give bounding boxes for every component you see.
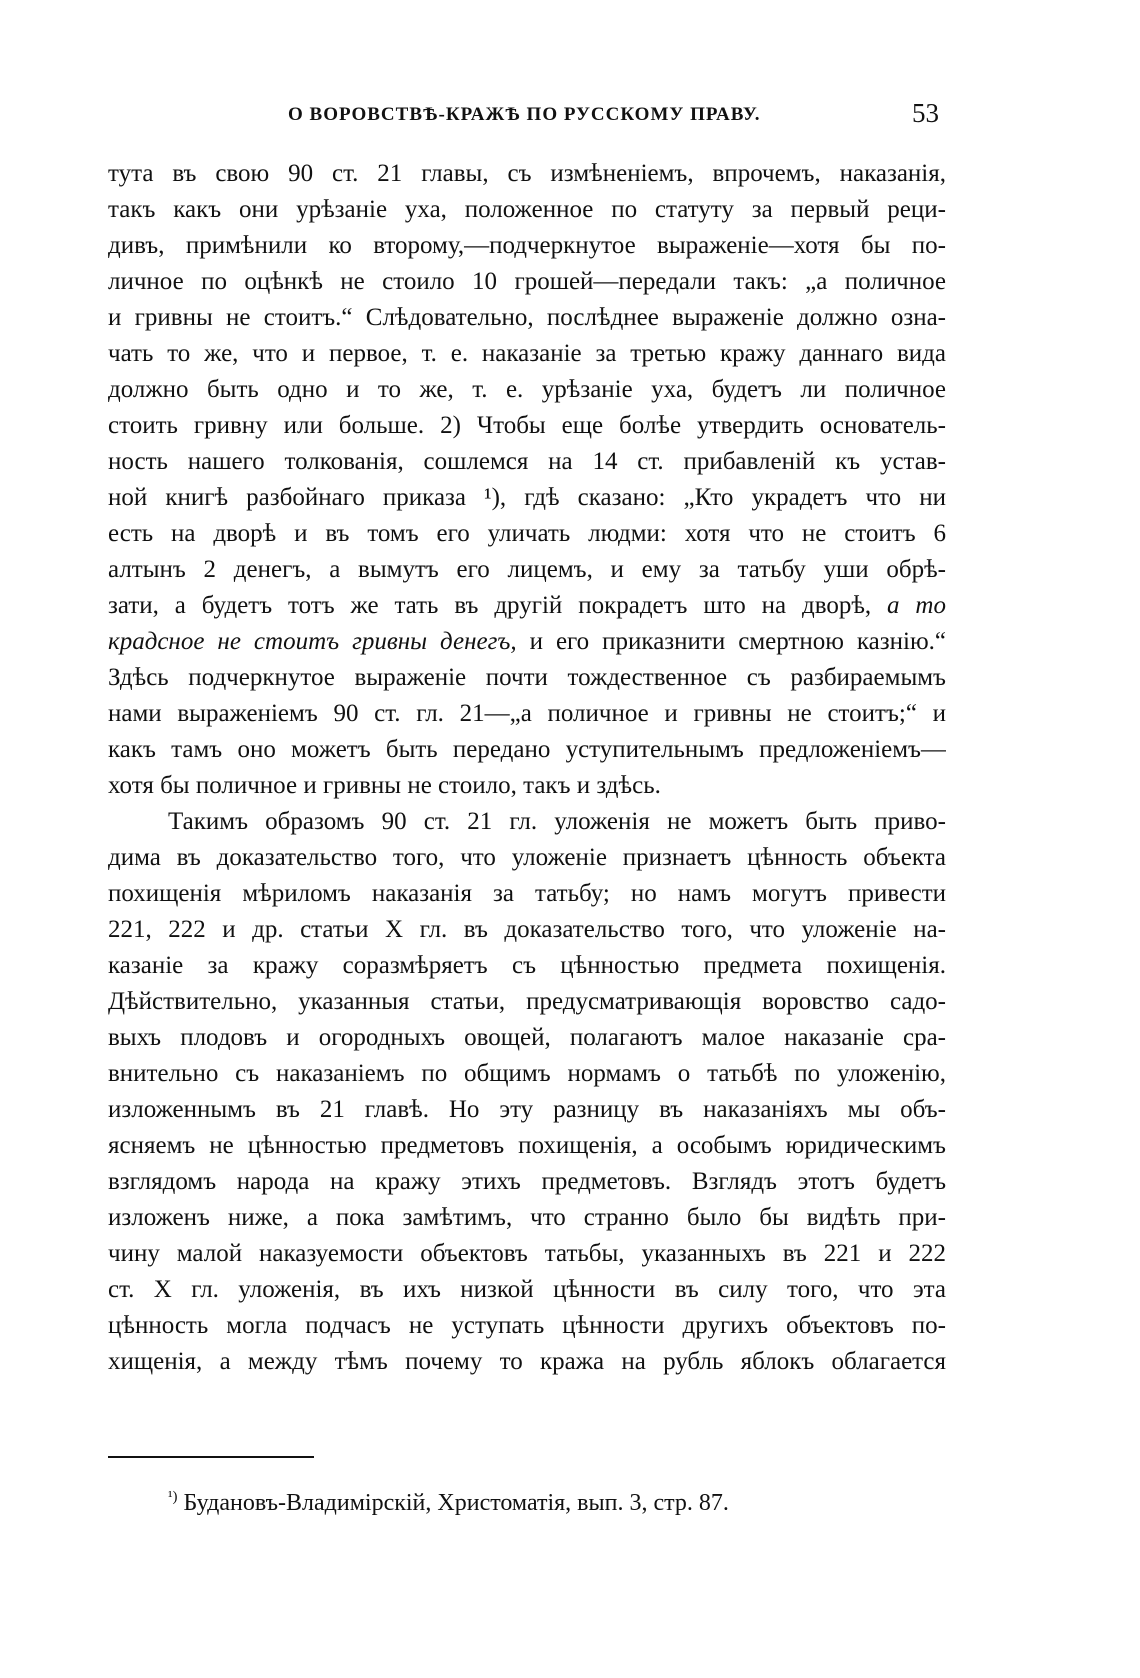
text-line: и гривны не стоитъ.“ Слѣдовательно, послѣднее выраженіе должно озна- — [108, 304, 946, 331]
text-line: хищенія, а между тѣмъ почему то кража на рубль яблокъ облагается — [108, 1348, 946, 1375]
text-line: такъ какъ они урѣзаніе уха, положенное по статуту за первый реци- — [108, 196, 946, 223]
body-text — [108, 156, 946, 1380]
text-segment: и его приказнити смертною казнію.“ — [516, 628, 946, 655]
text-line: хотя бы поличное и гривны не стоило, такъ и здѣсь. — [108, 772, 661, 799]
text-line: Такимъ образомъ 90 ст. 21 гл. уложенія не можетъ быть приво- — [168, 808, 946, 835]
text-line-mixed — [108, 624, 946, 660]
footnote-marker: ¹) — [168, 1489, 178, 1505]
text-line: какъ тамъ оно можетъ быть передано уступительнымъ предложеніемъ— — [108, 736, 946, 763]
text-line: есть на дворѣ и въ томъ его уличать людми: хотя что не стоитъ 6 — [108, 520, 946, 547]
text-line: ясняемъ не цѣнностью предметовъ похищенія, а особымъ юридическимъ — [108, 1132, 946, 1159]
text-line: внительно съ наказаніемъ по общимъ нормамъ о татьбѣ по уложенію, — [108, 1060, 946, 1087]
text-line: дима въ доказательство того, что уложеніе признаетъ цѣнность объекта — [108, 844, 946, 871]
italic-text: крадсное не стоитъ гривны денегъ, — [108, 628, 517, 655]
text-line: взглядомъ народа на кражу этихъ предметовъ. Взглядъ этотъ будетъ — [108, 1168, 946, 1195]
text-line: 221, 222 и др. статьи X гл. въ доказательство того, что уложеніе на- — [108, 916, 946, 943]
italic-text: а то — [887, 592, 946, 619]
text-line: чать то же, что и первое, т. е. наказаніе за третью кражу даннаго вида — [108, 340, 946, 367]
text-line: цѣнность могла подчасъ не уступать цѣнности другихъ объектовъ по- — [108, 1312, 946, 1339]
text-line: ной книгѣ разбойнаго приказа ¹), гдѣ сказано: „Кто украдетъ что ни — [108, 484, 946, 511]
text-line: Дѣйствительно, указанныя статьи, предусматривающія воровство садо- — [108, 988, 946, 1015]
footnote-text: Будановъ-Владимірскій, Христоматія, вып. 3, стр. 87. — [183, 1490, 729, 1516]
text-line: Здѣсь подчеркнутое выраженіе почти тождественное съ разбираемымъ — [108, 664, 946, 691]
page-number: 53 — [912, 98, 939, 128]
text-line: тута въ свою 90 ст. 21 главы, съ измѣненіемъ, впрочемъ, наказанія, — [108, 160, 946, 187]
text-line: чину малой наказуемости объектовъ татьбы, указанныхъ въ 221 и 222 — [108, 1240, 946, 1267]
text-line: казаніе за кражу соразмѣряетъ съ цѣнностью предмета похищенія. — [108, 952, 946, 979]
paragraph-1 — [108, 156, 946, 804]
text-line: дивъ, примѣнили ко второму,—подчеркнутое выраженіе—хотя бы по- — [108, 232, 946, 259]
text-line: изложенъ ниже, а пока замѣтимъ, что странно было бы видѣть при- — [108, 1204, 946, 1231]
text-line: нами выраженіемъ 90 ст. гл. 21—„а поличное и гривны не стоитъ;“ и — [108, 700, 946, 727]
text-line: стоить гривну или больше. 2) Чтобы еще болѣе утвердить основатель- — [108, 412, 946, 439]
text-line: ст. X гл. уложенія, въ ихъ низкой цѣнности въ силу того, что эта — [108, 1276, 946, 1303]
footnote-divider — [108, 1456, 314, 1458]
running-title: О ВОРОВСТВѢ-КРАЖѢ ПО РУССКОМУ ПРАВУ. — [288, 104, 761, 125]
text-line: похищенія мѣриломъ наказанія за татьбу; но намъ могутъ привести — [108, 880, 946, 907]
text-line: ность нашего толкованія, сошлемся на 14 ст. прибавленій къ устав- — [108, 448, 946, 475]
text-line: алтынъ 2 денегъ, а вымутъ его лицемъ, и ему за татьбу уши обрѣ- — [108, 556, 946, 583]
text-line: изложеннымъ въ 21 главѣ. Но эту разницу въ наказаніяхъ мы объ- — [108, 1096, 946, 1123]
text-line: выхъ плодовъ и огородныхъ овощей, полагаютъ малое наказаніе сра- — [108, 1024, 946, 1051]
text-line-mixed — [108, 588, 946, 624]
text-line: личное по оцѣнкѣ не стоило 10 грошей—передали такъ: „а поличное — [108, 268, 946, 295]
text-line: должно быть одно и то же, т. е. урѣзаніе уха, будетъ ли поличное — [108, 376, 946, 403]
paragraph-2 — [108, 804, 946, 1380]
text-segment: зати, а будетъ тотъ же тать въ другій покрадетъ што на дворѣ, — [108, 592, 872, 619]
footnote — [168, 1490, 729, 1517]
